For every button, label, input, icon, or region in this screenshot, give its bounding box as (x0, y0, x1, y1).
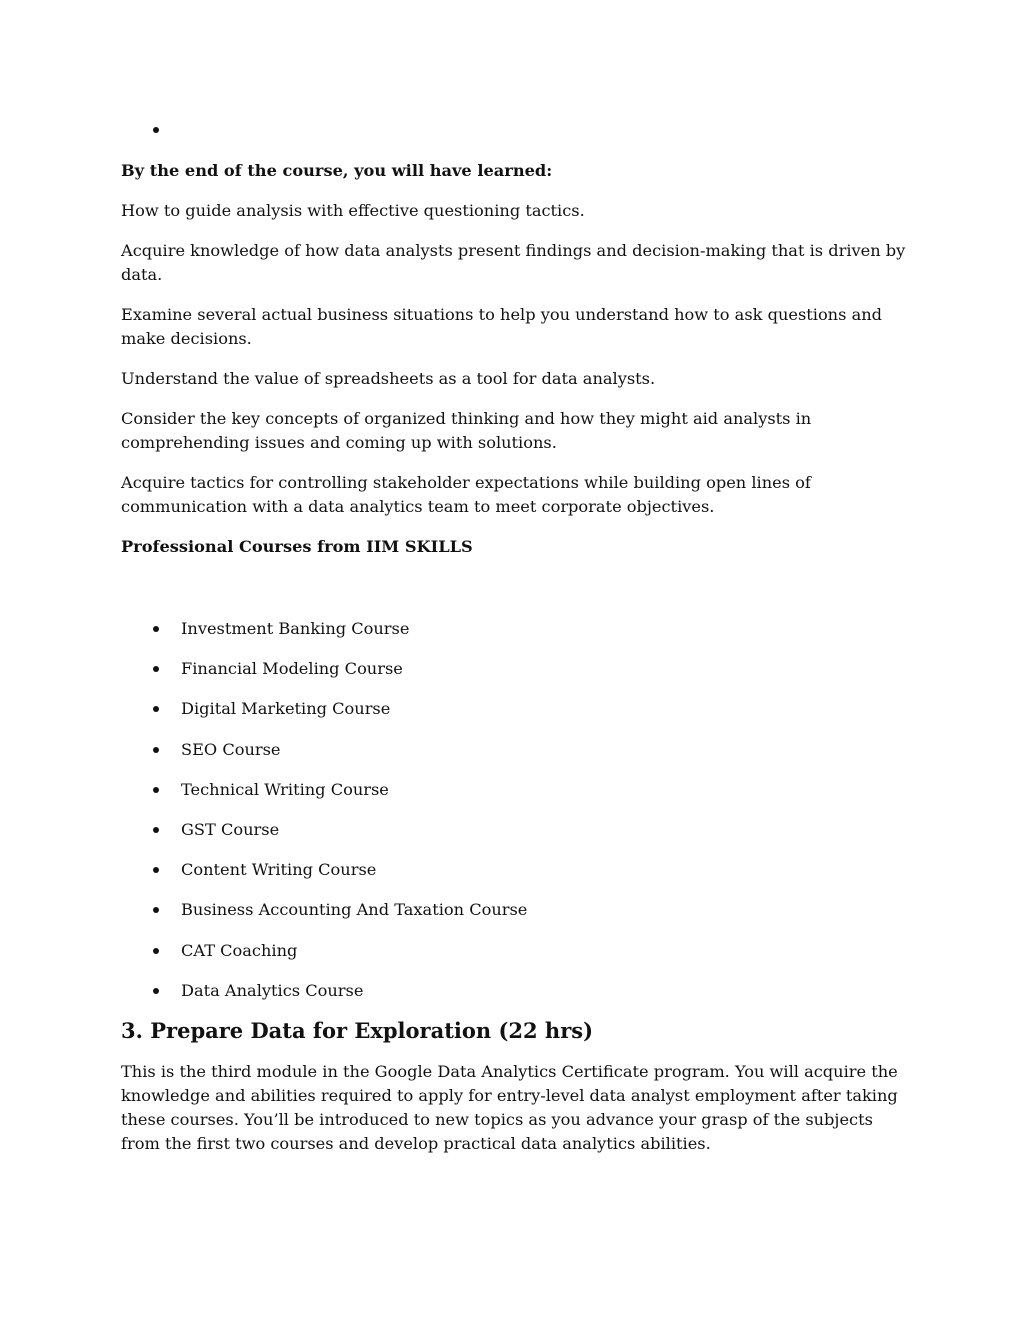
bullet-icon (153, 827, 159, 833)
course-item (121, 939, 911, 963)
course-label: Investment Banking Course (181, 619, 410, 638)
learning-point: Understand the value of spreadsheets as a tool for data analysts. (121, 369, 656, 388)
learning-point: Examine several actual business situations to help you understand how to ask questions and make decisions. (121, 305, 883, 348)
document-content (121, 118, 911, 1172)
spacer (121, 575, 911, 617)
intro-heading: By the end of the course, you will have learned: (121, 161, 553, 180)
empty-list-item (121, 118, 911, 142)
section-paragraph: This is the third module in the Google Data Analytics Certificate program. You will acquire the knowledge and abilities required to apply for entry-level data analyst employment after taking these courses. You’ll be introduced to new topics as you advance your grasp of the subjects from the first two courses and develop practical data analytics abilities. (121, 1061, 898, 1153)
course-item (121, 738, 911, 762)
bullet-icon (153, 747, 159, 753)
bullet-icon (153, 907, 159, 913)
course-label: SEO Course (181, 739, 281, 759)
course-label: Technical Writing Course (181, 779, 389, 799)
course-label: Content Writing Course (181, 860, 377, 880)
learning-point: Acquire knowledge of how data analysts present findings and decision-making that is driven by data. (121, 241, 906, 284)
course-item (121, 898, 911, 922)
bullet-icon (153, 127, 159, 133)
course-label: Data Analytics Course (181, 980, 364, 1000)
course-label: CAT Coaching (181, 940, 298, 960)
course-label: GST Course (181, 819, 280, 839)
learning-point: Consider the key concepts of organized thinking and how they might aid analysts in comprehending issues and coming up with solutions. (121, 409, 812, 452)
course-item (121, 617, 911, 641)
course-item (121, 818, 911, 842)
empty-bullet-list (121, 118, 911, 142)
bullet-icon (153, 666, 159, 672)
bullet-icon (153, 867, 159, 873)
course-list (121, 617, 911, 1003)
professional-courses-heading: Professional Courses from IIM SKILLS (121, 537, 473, 556)
course-label: Business Accounting And Taxation Course (181, 900, 528, 920)
learning-point: How to guide analysis with effective questioning tactics. (121, 201, 585, 220)
course-item (121, 657, 911, 681)
bullet-icon (153, 948, 159, 954)
learning-point: Acquire tactics for controlling stakeholder expectations while building open lines of communication with a data analytics team to meet corporate objectives. (121, 473, 811, 516)
course-label: Digital Marketing Course (181, 699, 391, 719)
bullet-icon (153, 706, 159, 712)
section-heading: 3. Prepare Data for Exploration (22 hrs) (121, 1017, 594, 1043)
course-item (121, 778, 911, 802)
course-label: Financial Modeling Course (181, 659, 403, 679)
course-item (121, 979, 911, 1003)
bullet-icon (153, 787, 159, 793)
bullet-icon (153, 626, 159, 632)
bullet-icon (153, 988, 159, 994)
course-item (121, 697, 911, 721)
course-item (121, 858, 911, 882)
